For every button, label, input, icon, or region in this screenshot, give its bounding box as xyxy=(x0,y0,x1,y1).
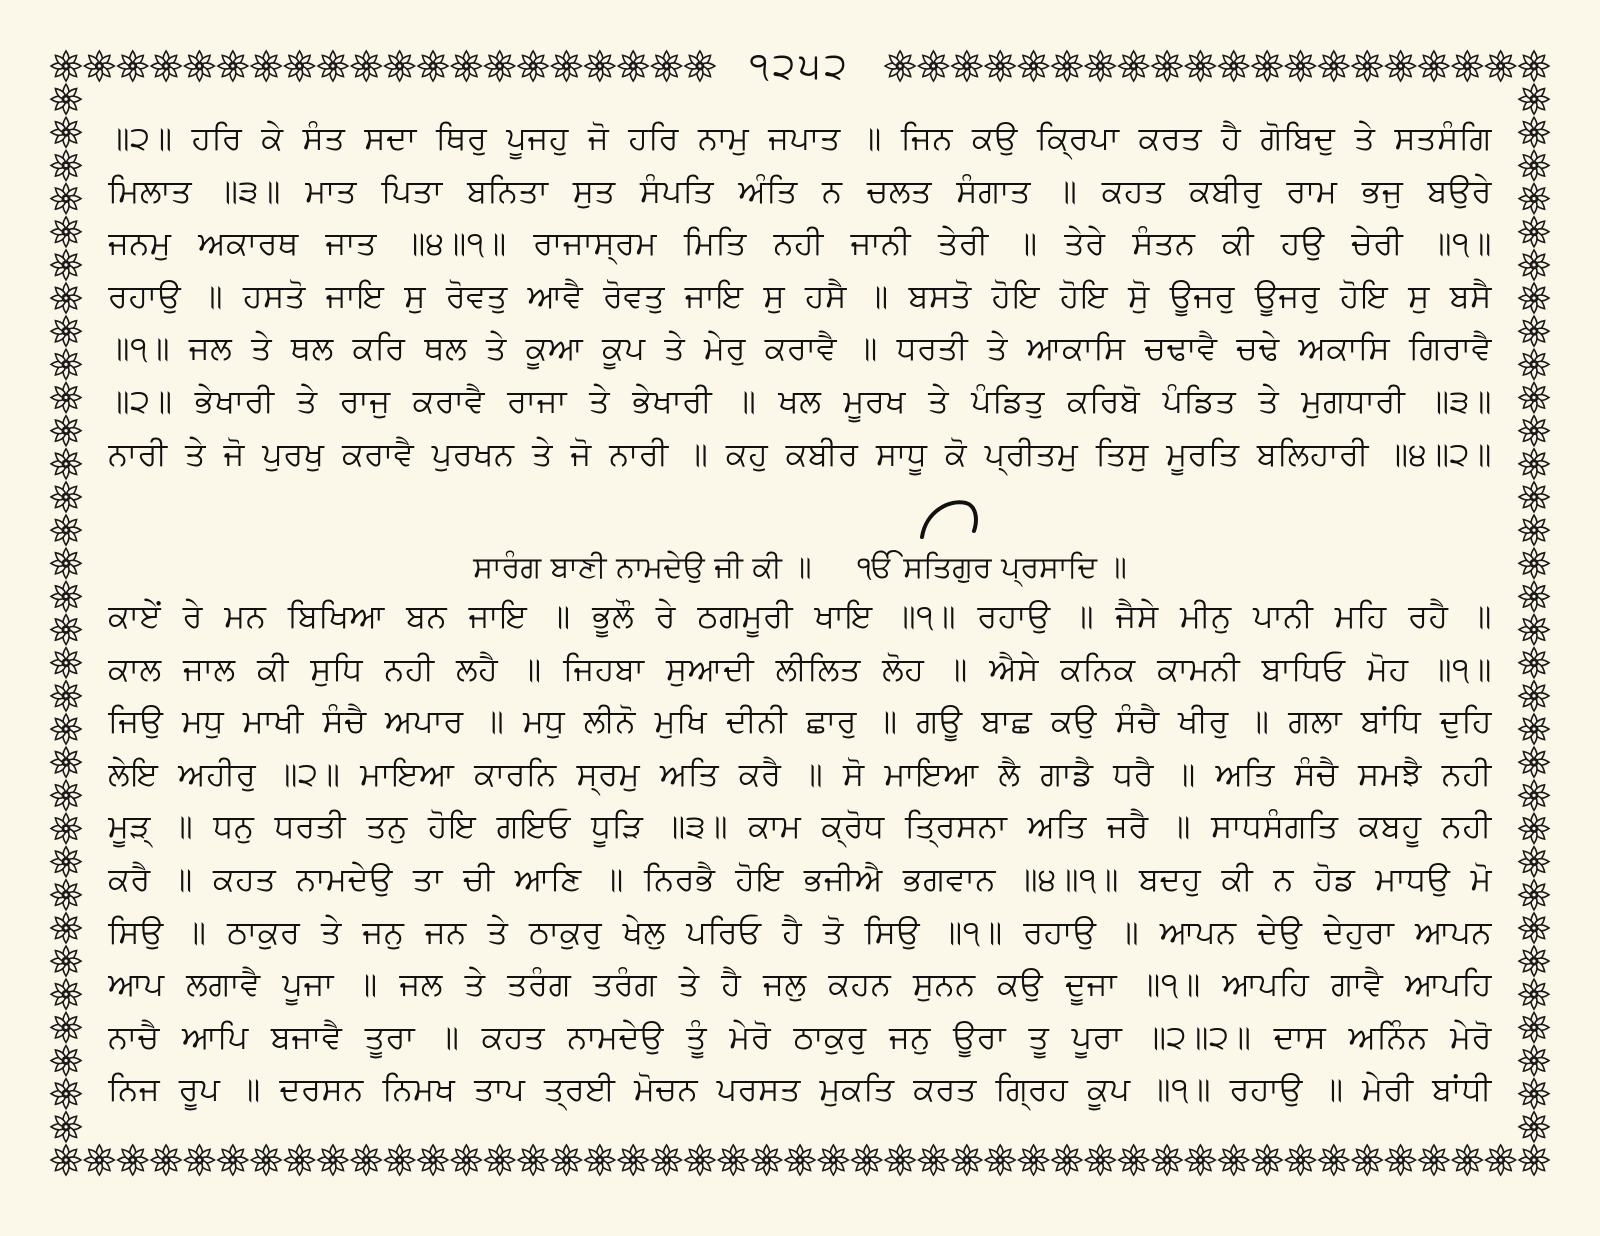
flower-ornament-icon xyxy=(84,51,114,81)
flower-ornament-icon xyxy=(251,1145,281,1175)
flower-ornament-icon xyxy=(1152,51,1182,81)
flower-ornament-icon xyxy=(1185,1145,1215,1175)
flower-ornament-icon xyxy=(1519,780,1549,810)
flower-ornament-icon xyxy=(852,1145,882,1175)
flower-ornament-icon xyxy=(1519,316,1549,346)
flower-ornament-icon xyxy=(1085,1145,1115,1175)
flower-ornament-icon xyxy=(885,51,915,81)
flower-ornament-icon xyxy=(551,51,581,81)
flower-ornament-icon xyxy=(985,51,1015,81)
flower-ornament-icon xyxy=(51,813,81,843)
flower-ornament-icon xyxy=(118,1145,148,1175)
flower-ornament-icon xyxy=(218,1145,248,1175)
flower-ornament-icon xyxy=(652,1145,682,1175)
flower-ornament-icon xyxy=(1119,1145,1149,1175)
text-line: ॥੨॥ ਭੇਖਾਰੀ ਤੇ ਰਾਜੁ ਕਰਾਵੈ ਰਾਜਾ ਤੇ ਭੇਖਾਰੀ ॥ ਖਲ ਮੂਰਖ ਤੇ ਪੰਡਿਤੁ ਕਰਿਬੋ ਪੰਡਿਤ ਤੇ ਮੁਗਧਾਰੀ ॥੩॥ xyxy=(108,381,1492,420)
flower-ornament-icon xyxy=(51,1079,81,1109)
ik-onkar-arc-icon xyxy=(916,497,986,545)
flower-ornament-icon xyxy=(351,51,381,81)
flower-ornament-icon xyxy=(1519,979,1549,1009)
flower-ornament-icon xyxy=(1519,515,1549,545)
text-line: ਨਿਜ ਰੂਪ ॥ ਦਰਸਨ ਨਿਮਖ ਤਾਪ ਤ੍ਰਈ ਮੋਚਨ ਪਰਸਤ ਮੁਕਤਿ ਕਰਤ ਗ੍ਰਿਹ ਕੂਪ ॥੧॥ ਰਹਾਉ ॥ ਮੇਰੀ ਬਾਂਧੀ xyxy=(108,1070,1492,1109)
flower-ornament-icon xyxy=(1386,51,1416,81)
flower-ornament-icon xyxy=(51,581,81,611)
flower-ornament-icon xyxy=(51,648,81,678)
flower-ornament-icon xyxy=(1319,1145,1349,1175)
flower-ornament-icon xyxy=(685,51,715,81)
flower-ornament-icon xyxy=(1519,747,1549,777)
flower-ornament-icon xyxy=(1519,581,1549,611)
flower-ornament-icon xyxy=(51,548,81,578)
flower-ornament-icon xyxy=(618,51,648,81)
flower-ornament-icon xyxy=(451,1145,481,1175)
flower-ornament-icon xyxy=(51,316,81,346)
flower-ornament-icon xyxy=(1519,184,1549,214)
flower-ornament-icon xyxy=(51,1145,81,1175)
flower-ornament-icon xyxy=(1519,217,1549,247)
flower-ornament-icon xyxy=(518,51,548,81)
flower-ornament-icon xyxy=(51,150,81,180)
flower-ornament-icon xyxy=(1519,813,1549,843)
flower-ornament-icon xyxy=(51,84,81,114)
heading-title: ਸਾਰੰਗ ਬਾਣੀ ਨਾਮਦੇਉ ਜੀ ਕੀ ॥ xyxy=(473,550,812,585)
flower-ornament-icon xyxy=(1019,51,1049,81)
flower-ornament-icon xyxy=(184,1145,214,1175)
flower-ornament-icon xyxy=(1519,449,1549,479)
flower-ornament-icon xyxy=(51,449,81,479)
flower-ornament-icon xyxy=(1352,1145,1382,1175)
text-line: ਲੇਇ ਅਹੀਰੁ ॥੨॥ ਮਾਇਆ ਕਾਰਨਿ ਸ੍ਰਮੁ ਅਤਿ ਕਰੈ ॥ ਸੋ ਮਾਇਆ ਲੈ ਗਾਡੈ ਧਰੈ ॥ ਅਤਿ ਸੰਚੈ ਸਮਝੈ ਨਹੀ xyxy=(108,754,1492,793)
flower-ornament-icon xyxy=(51,184,81,214)
flower-ornament-icon xyxy=(51,482,81,512)
flower-ornament-icon xyxy=(51,515,81,545)
flower-ornament-icon xyxy=(785,1145,815,1175)
flower-ornament-icon xyxy=(1519,648,1549,678)
flower-ornament-icon xyxy=(418,1145,448,1175)
flower-ornament-icon xyxy=(1119,51,1149,81)
flower-ornament-icon xyxy=(1519,1012,1549,1042)
flower-ornament-icon xyxy=(151,1145,181,1175)
flower-ornament-icon xyxy=(1152,1145,1182,1175)
flower-ornament-icon xyxy=(51,880,81,910)
flower-ornament-icon xyxy=(51,1046,81,1076)
flower-ornament-icon xyxy=(118,51,148,81)
text-line: ॥੧॥ ਜਲ ਤੇ ਥਲ ਕਰਿ ਥਲ ਤੇ ਕੂਆ ਕੂਪ ਤੇ ਮੇਰੁ ਕਰਾਵੈ ॥ ਧਰਤੀ ਤੇ ਆਕਾਸਿ ਚਢਾਵੈ ਚਢੇ ਅਕਾਸਿ ਗਿਰਾਵੈ xyxy=(108,329,1492,368)
text-line: ਜਨਮੁ ਅਕਾਰਥ ਜਾਤ ॥੪॥੧॥ ਰਾਜਾਸ੍ਰਮ ਮਿਤਿ ਨਹੀ ਜਾਨੀ ਤੇਰੀ ॥ ਤੇਰੇ ਸੰਤਨ ਕੀ ਹਉ ਚੇਰੀ ॥੧॥ xyxy=(108,224,1492,263)
flower-ornament-icon xyxy=(1519,1046,1549,1076)
flower-ornament-icon xyxy=(51,117,81,147)
flower-ornament-icon xyxy=(585,51,615,81)
flower-ornament-icon xyxy=(1519,349,1549,379)
text-line: ਮਿਲਾਤ ॥੩॥ ਮਾਤ ਪਿਤਾ ਬਨਿਤਾ ਸੁਤ ਸੰਪਤਿ ਅੰਤਿ ਨ ਚਲਤ ਸੰਗਾਤ ॥ ਕਹਤ ਕਬੀਰੁ ਰਾਮ ਭਜੁ ਬਉਰੇ xyxy=(108,171,1492,210)
flower-ornament-icon xyxy=(51,913,81,943)
flower-ornament-icon xyxy=(51,615,81,645)
flower-ornament-icon xyxy=(51,681,81,711)
flower-ornament-icon xyxy=(1219,1145,1249,1175)
flower-ornament-icon xyxy=(1252,51,1282,81)
flower-ornament-icon xyxy=(1219,51,1249,81)
flower-ornament-icon xyxy=(1519,416,1549,446)
flower-ornament-icon xyxy=(51,714,81,744)
flower-ornament-icon xyxy=(1386,1145,1416,1175)
flower-ornament-icon xyxy=(385,51,415,81)
flower-ornament-icon xyxy=(1519,548,1549,578)
flower-ornament-icon xyxy=(1519,482,1549,512)
flower-ornament-icon xyxy=(618,1145,648,1175)
flower-ornament-icon xyxy=(51,217,81,247)
page-number: ੧੨੫੨ xyxy=(720,42,880,92)
flower-ornament-icon xyxy=(51,283,81,313)
flower-ornament-icon xyxy=(51,416,81,446)
flower-ornament-icon xyxy=(1519,913,1549,943)
flower-ornament-icon xyxy=(51,349,81,379)
text-line: ਕਰੈ ॥ ਕਹਤ ਨਾਮਦੇਉ ਤਾ ਚੀ ਆਣਿ ॥ ਨਿਰਭੈ ਹੋਇ ਭਜੀਐ ਭਗਵਾਨ ॥੪॥੧॥ ਬਦਹੁ ਕੀ ਨ ਹੋਡ ਮਾਧਉ ਮੋ xyxy=(108,859,1492,898)
flower-ornament-icon xyxy=(1519,1079,1549,1109)
flower-ornament-icon xyxy=(318,51,348,81)
flower-ornament-icon xyxy=(818,1145,848,1175)
flower-ornament-icon xyxy=(1052,51,1082,81)
flower-ornament-icon xyxy=(51,847,81,877)
text-line: ਕਾਲ ਜਾਲ ਕੀ ਸੁਧਿ ਨਹੀ ਲਹੈ ॥ ਜਿਹਬਾ ਸੁਆਦੀ ਲੀਲਿਤ ਲੋਹ ॥ ਐਸੇ ਕਨਿਕ ਕਾਮਨੀ ਬਾਧਿਓ ਮੋਹ ॥੧॥ xyxy=(108,649,1492,688)
flower-ornament-icon xyxy=(1519,880,1549,910)
flower-ornament-icon xyxy=(1519,847,1549,877)
flower-ornament-icon xyxy=(1185,51,1215,81)
flower-ornament-icon xyxy=(718,1145,748,1175)
flower-ornament-icon xyxy=(51,946,81,976)
flower-ornament-icon xyxy=(518,1145,548,1175)
flower-ornament-icon xyxy=(1519,946,1549,976)
flower-ornament-icon xyxy=(918,1145,948,1175)
section-heading xyxy=(108,540,1492,596)
flower-ornament-icon xyxy=(1519,51,1549,81)
flower-ornament-icon xyxy=(551,1145,581,1175)
flower-ornament-icon xyxy=(1519,615,1549,645)
flower-ornament-icon xyxy=(1519,117,1549,147)
flower-ornament-icon xyxy=(985,1145,1015,1175)
flower-ornament-icon xyxy=(51,979,81,1009)
flower-ornament-icon xyxy=(251,51,281,81)
flower-ornament-icon xyxy=(351,1145,381,1175)
flower-ornament-icon xyxy=(51,51,81,81)
text-line: ਜਿਉ ਮਧੁ ਮਾਖੀ ਸੰਚੈ ਅਪਾਰ ॥ ਮਧੁ ਲੀਨੋ ਮੁਖਿ ਦੀਨੀ ਛਾਰੁ ॥ ਗਊ ਬਾਛ ਕਉ ਸੰਚੈ ਖੀਰੁ ॥ ਗਲਾ ਬਾਂਧਿ ਦੁਹਿ xyxy=(108,702,1492,741)
flower-ornament-icon xyxy=(1019,1145,1049,1175)
flower-ornament-icon xyxy=(285,51,315,81)
text-block-kabir xyxy=(108,112,1492,480)
flower-ornament-icon xyxy=(1419,51,1449,81)
flower-ornament-icon xyxy=(1519,383,1549,413)
flower-ornament-icon xyxy=(1486,51,1516,81)
flower-ornament-icon xyxy=(1285,51,1315,81)
flower-ornament-icon xyxy=(218,51,248,81)
flower-ornament-icon xyxy=(1519,84,1549,114)
flower-ornament-icon xyxy=(385,1145,415,1175)
flower-ornament-icon xyxy=(51,1012,81,1042)
flower-ornament-icon xyxy=(685,1145,715,1175)
flower-ornament-icon xyxy=(1419,1145,1449,1175)
flower-ornament-icon xyxy=(1252,1145,1282,1175)
text-line: ਮੂੜ੍ ॥ ਧਨੁ ਧਰਤੀ ਤਨੁ ਹੋਇ ਗਇਓ ਧੂੜਿ ॥੩॥ ਕਾਮ ਕ੍ਰੋਧ ਤ੍ਰਿਸਨਾ ਅਤਿ ਜਰੈ ॥ ਸਾਧਸੰਗਤਿ ਕਬਹੂ ਨਹੀ xyxy=(108,807,1492,846)
flower-ornament-icon xyxy=(952,51,982,81)
flower-ornament-icon xyxy=(752,1145,782,1175)
flower-ornament-icon xyxy=(652,51,682,81)
flower-ornament-icon xyxy=(1519,283,1549,313)
flower-ornament-icon xyxy=(485,51,515,81)
flower-ornament-icon xyxy=(1519,681,1549,711)
flower-ornament-icon xyxy=(1452,51,1482,81)
flower-ornament-icon xyxy=(1085,51,1115,81)
flower-ornament-icon xyxy=(585,1145,615,1175)
flower-ornament-icon xyxy=(51,747,81,777)
flower-ornament-icon xyxy=(451,51,481,81)
flower-ornament-icon xyxy=(1285,1145,1315,1175)
text-line: ਰਹਾਉ ॥ ਹਸਤੋ ਜਾਇ ਸੁ ਰੋਵਤੁ ਆਵੈ ਰੋਵਤੁ ਜਾਇ ਸੁ ਹਸੈ ॥ ਬਸਤੋ ਹੋਇ ਹੋਇ ਸੋੁ ਊਜਰੁ ਊਜਰੁ ਹੋਇ ਸੁ ਬਸੈ xyxy=(108,276,1492,315)
heading-mool-mantar: ੴ ਸਤਿਗੁਰ ਪ੍ਰਸਾਦਿ ॥ xyxy=(857,550,1127,585)
text-block-namdev xyxy=(108,590,1492,1116)
flower-ornament-icon xyxy=(51,383,81,413)
text-line: ॥੨॥ ਹਰਿ ਕੇ ਸੰਤ ਸਦਾ ਥਿਰੁ ਪੂਜਹੁ ਜੋ ਹਰਿ ਨਾਮੁ ਜਪਾਤ ॥ ਜਿਨ ਕਉ ਕ੍ਰਿਪਾ ਕਰਤ ਹੈ ਗੋਬਿਦੁ ਤੇ ਸਤਸੰਗਿ xyxy=(108,119,1492,157)
text-line: ਆਪ ਲਗਾਵੈ ਪੂਜਾ ॥ ਜਲ ਤੇ ਤਰੰਗ ਤਰੰਗ ਤੇ ਹੈ ਜਲੁ ਕਹਨ ਸੁਨਨ ਕਉ ਦੂਜਾ ॥੧॥ ਆਪਹਿ ਗਾਵੈ ਆਪਹਿ xyxy=(108,965,1492,1004)
text-line: ਕਾਏਂ ਰੇ ਮਨ ਬਿਖਿਆ ਬਨ ਜਾਇ ॥ ਭੂਲੌ ਰੇ ਠਗਮੂਰੀ ਖਾਇ ॥੧॥ ਰਹਾਉ ॥ ਜੈਸੇ ਮੀਨੁ ਪਾਨੀ ਮਹਿ ਰਹੈ ॥ xyxy=(108,597,1492,635)
flower-ornament-icon xyxy=(51,250,81,280)
flower-ornament-icon xyxy=(184,51,214,81)
flower-ornament-icon xyxy=(51,1112,81,1142)
flower-ornament-icon xyxy=(318,1145,348,1175)
flower-ornament-icon xyxy=(1319,51,1349,81)
flower-ornament-icon xyxy=(84,1145,114,1175)
flower-ornament-icon xyxy=(418,51,448,81)
flower-ornament-icon xyxy=(952,1145,982,1175)
flower-ornament-icon xyxy=(1486,1145,1516,1175)
flower-ornament-icon xyxy=(1519,1145,1549,1175)
flower-ornament-icon xyxy=(1052,1145,1082,1175)
flower-ornament-icon xyxy=(285,1145,315,1175)
text-line: ਨਾਚੈ ਆਪਿ ਬਜਾਵੈ ਤੂਰਾ ॥ ਕਹਤ ਨਾਮਦੇਉ ਤੂੰ ਮੇਰੋ ਠਾਕੁਰੁ ਜਨੁ ਊਰਾ ਤੂ ਪੂਰਾ ॥੨॥੨॥ ਦਾਸ ਅਨਿੰਨ ਮੇਰੋ xyxy=(108,1017,1492,1056)
flower-ornament-icon xyxy=(885,1145,915,1175)
flower-ornament-icon xyxy=(1519,1112,1549,1142)
flower-ornament-icon xyxy=(1352,51,1382,81)
flower-ornament-icon xyxy=(151,51,181,81)
flower-ornament-icon xyxy=(1519,250,1549,280)
text-line: ਨਾਰੀ ਤੇ ਜੋ ਪੁਰਖੁ ਕਰਾਵੈ ਪੁਰਖਨ ਤੇ ਜੋ ਨਾਰੀ ॥ ਕਹੁ ਕਬੀਰ ਸਾਧੂ ਕੋ ਪ੍ਰੀਤਮੁ ਤਿਸੁ ਮੂਰਤਿ ਬਲਿਹਾਰੀ ॥੪॥੨॥ xyxy=(108,434,1492,473)
flower-ornament-icon xyxy=(918,51,948,81)
flower-ornament-icon xyxy=(1452,1145,1482,1175)
flower-ornament-icon xyxy=(1519,150,1549,180)
flower-ornament-icon xyxy=(51,780,81,810)
text-line: ਸਿਉ ॥ ਠਾਕੁਰ ਤੇ ਜਨੁ ਜਨ ਤੇ ਠਾਕੁਰੁ ਖੇਲੁ ਪਰਿਓ ਹੈ ਤੋ ਸਿਉ ॥੧॥ ਰਹਾਉ ॥ ਆਪਨ ਦੇਉ ਦੇਹੁਰਾ ਆਪਨ xyxy=(108,912,1492,951)
flower-ornament-icon xyxy=(485,1145,515,1175)
flower-ornament-icon xyxy=(1519,714,1549,744)
